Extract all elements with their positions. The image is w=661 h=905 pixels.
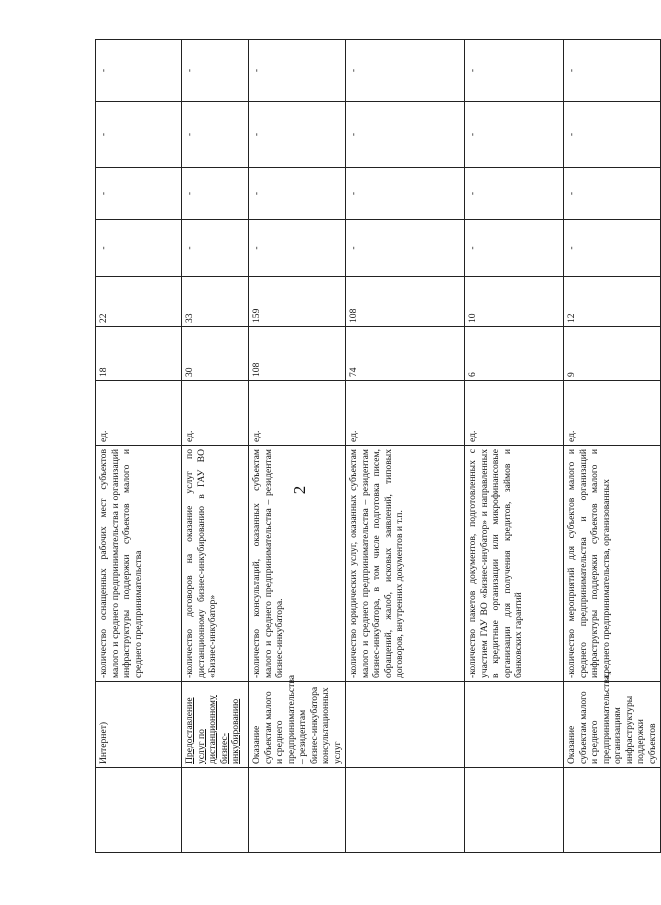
cell-activity: [346, 682, 465, 768]
cell-value-6: -: [346, 40, 465, 102]
table-row: [564, 40, 661, 853]
cell-activity: Оказание субъектам малого и среднего предпринимательства, организациям инфраструктуры поддержки субъектов: [564, 682, 661, 768]
cell-value-1: 108: [249, 327, 346, 381]
cell-unit: ед.: [465, 381, 564, 446]
cell-value-5: -: [465, 102, 564, 168]
cell-value-4: -: [564, 168, 661, 220]
cell-value-2: 12: [564, 277, 661, 327]
cell-value-6: -: [182, 40, 249, 102]
page-number: 2: [290, 485, 309, 495]
cell-indicator: -количество договоров на оказание услуг по дистанционному бизнес-инкубированию в ГАУ ВО «Бизнес-инкубатор»: [182, 446, 249, 682]
cell-value-3: -: [346, 220, 465, 277]
cell-activity: Предоставление услуг по дистанционному бизнес-инкубированию: [182, 682, 249, 768]
cell-value-3: -: [96, 220, 182, 277]
cell-value-6: -: [564, 40, 661, 102]
cell-value-2: 10: [465, 277, 564, 327]
cell-value-5: -: [346, 102, 465, 168]
cell-value-5: -: [182, 102, 249, 168]
indicators-table: [95, 39, 661, 853]
cell-value-6: -: [96, 40, 182, 102]
cell-value-1: 6: [465, 327, 564, 381]
cell-value-4: -: [96, 168, 182, 220]
cell-value-3: -: [182, 220, 249, 277]
cell-value-4: -: [249, 168, 346, 220]
cell-number: [96, 768, 182, 853]
cell-value-1: 74: [346, 327, 465, 381]
cell-number: [465, 768, 564, 853]
cell-value-2: 22: [96, 277, 182, 327]
cell-number: [564, 768, 661, 853]
cell-indicator: -количество мероприятий для субъектов малого и среднего предпринимательства и организаций инфраструктуры поддержки субъектов малого и среднего предпринимательства, организованных: [564, 446, 661, 682]
cell-unit: ед.: [346, 381, 465, 446]
cell-value-2: 108: [346, 277, 465, 327]
cell-value-2: 33: [182, 277, 249, 327]
cell-number: [249, 768, 346, 853]
cell-indicator: -количество пакетов документов, подготовленных с участием ГАУ ВО «Бизнес-инубатор» и направленных в кредитные организации или микрофинансовые организации для получения кредитов, займов и банковских гарантий: [465, 446, 564, 682]
cell-value-5: -: [96, 102, 182, 168]
cell-number: [346, 768, 465, 853]
table-row: [346, 40, 465, 853]
table-row: [249, 40, 346, 853]
rotated-table-wrapper: [95, 40, 658, 853]
cell-value-1: 18: [96, 327, 182, 381]
cell-indicator: -количество оснащенных рабочих мест субъектов малого и среднего предпринимательства и организаций инфраструктуры поддержки субъектов малого и среднего предпринимательства: [96, 446, 182, 682]
cell-value-4: -: [465, 168, 564, 220]
cell-activity: Интернет): [96, 682, 182, 768]
cell-value-1: 30: [182, 327, 249, 381]
cell-activity: Оказание субъектам малого и среднего предпринимательства – резидентам бизнес-инкубатора консультационных услуг: [249, 682, 346, 768]
document-table-area: [95, 40, 658, 853]
cell-unit: ед.: [96, 381, 182, 446]
cell-value-3: -: [564, 220, 661, 277]
cell-value-2: 159: [249, 277, 346, 327]
cell-value-4: -: [182, 168, 249, 220]
cell-value-3: -: [249, 220, 346, 277]
cell-number: [182, 768, 249, 853]
cell-unit: ед.: [564, 381, 661, 446]
cell-value-4: -: [346, 168, 465, 220]
cell-activity: [465, 682, 564, 768]
table-row: [182, 40, 249, 853]
cell-value-1: 9: [564, 327, 661, 381]
cell-value-5: -: [249, 102, 346, 168]
table-row: [465, 40, 564, 853]
cell-value-6: -: [465, 40, 564, 102]
cell-indicator: -количество консультаций, оказанных субъектам малого и среднего предпринимательства – резидентам бизнес-инкубатора.: [249, 446, 346, 682]
cell-value-3: -: [465, 220, 564, 277]
cell-unit: ед.: [249, 381, 346, 446]
cell-indicator: -количество юридических услуг, оказанных субъектам малого и среднего предпринимательства – резидентам бизнес-инкубатора, в том числе подготовка писем, обращений, жалоб, исковых заявлений, типовых договоров, внутренних документов и т.п.: [346, 446, 465, 682]
cell-value-5: -: [564, 102, 661, 168]
table-row: [96, 40, 182, 853]
cell-unit: ед.: [182, 381, 249, 446]
cell-value-6: -: [249, 40, 346, 102]
